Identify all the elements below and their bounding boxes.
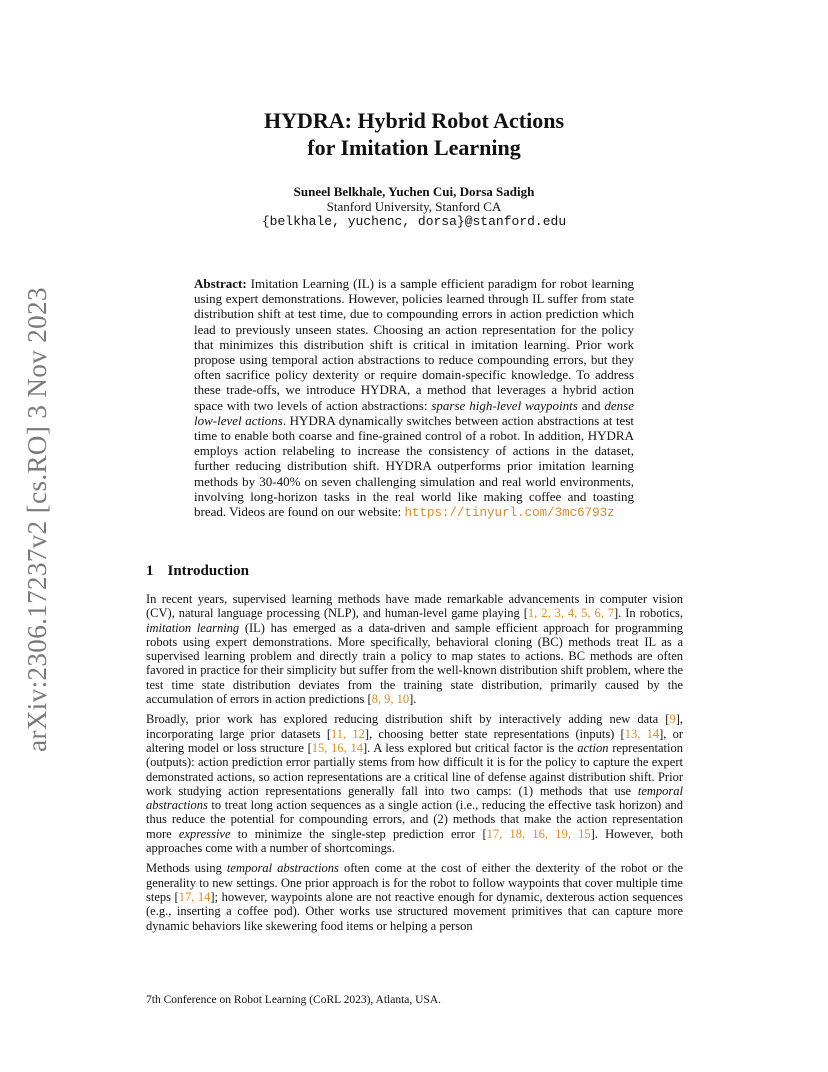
text-run: ]; however, waypoints alone are not reactive enough for dynamic, dexterous action sequences (e.g., inserting a coffee pod). Other works use structured movement primitives that can capture more dynamic behaviors like skewering food items or helping a person: [146, 889, 684, 933]
abstract-label: Abstract:: [194, 276, 247, 291]
text-run: ].: [409, 692, 417, 707]
text-run: ]. However, both approaches come with a number of shortcomings.: [146, 826, 683, 856]
text-run: ]. A less explored but critical factor is the: [362, 740, 578, 755]
text-run: (IL) has emerged as a data-driven and sample efficient approach for programming robots using expert demonstrations. More specifically, behavioral cloning (BC) methods treat IL as a supervised learning problem and directly train a policy to map states to actions. BC methods are often favored in practice for their simplicity but suffer from the well-known distribution shift problem, where the test time state distribution deviates from the training state distribution, primarily caused by the accumulation of errors in action predictions [: [146, 620, 683, 707]
text-run: In recent years, supervised learning methods have made remarkable advancements in computer vision (CV), natural language processing (NLP), and human-level game playing [: [146, 592, 683, 621]
abstract-text: and: [577, 397, 605, 413]
citation-link[interactable]: 1, 2, 3, 4, 5, 6, 7: [527, 606, 615, 621]
section-title: Introduction: [167, 563, 249, 579]
text-run: ], incorporating large prior datasets [: [146, 712, 683, 741]
text-run: ], or altering model or loss structure [: [146, 726, 684, 755]
emphasis: expressive: [178, 826, 231, 841]
citation-link[interactable]: 11, 12: [331, 726, 365, 741]
paragraph: [146, 712, 683, 855]
abstract-emphasis: dense low-level actions: [194, 397, 634, 428]
website-link[interactable]: https://tinyurl.com/3mc6793z: [404, 506, 615, 521]
citation-link[interactable]: 17, 18, 16, 19, 15: [486, 826, 591, 841]
title-line-1: HYDRA: Hybrid Robot Actions: [263, 108, 565, 133]
section-body: [146, 592, 683, 939]
author-names: Suneel Belkhale, Yuchen Cui, Dorsa Sadigh: [293, 184, 535, 199]
emphasis: imitation learning: [146, 620, 240, 635]
citation-link[interactable]: 15, 16, 14: [311, 740, 363, 755]
arxiv-side-stamp: [19, 283, 55, 755]
emphasis: temporal abstractions: [226, 861, 339, 876]
emphasis: action: [577, 740, 609, 755]
text-run: to minimize the single-step prediction error [: [230, 826, 487, 841]
section-heading: [146, 563, 249, 580]
text-run: ], choosing better state representations (inputs) [: [364, 726, 625, 741]
citation-link[interactable]: 13, 14: [624, 726, 660, 741]
citation-link[interactable]: 17, 14: [178, 889, 211, 904]
text-run: Methods using: [146, 861, 227, 876]
text-run: to treat long action sequences as a single action (i.e., reducing the effective task horizon) and thus reduce the potential for compounding errors, and (2) methods that make the action representation more: [146, 798, 683, 841]
author-emails: {belkhale, yuchenc, dorsa}@stanford.edu: [261, 214, 567, 229]
emphasis: temporal abstractions: [146, 783, 683, 813]
abstract-emphasis: sparse high-level waypoints: [431, 397, 578, 413]
abstract: [194, 276, 634, 521]
arxiv-identifier: arXiv:2306.17237v2 [cs.RO] 3 Nov 2023: [21, 286, 52, 752]
text-run: Broadly, prior work has explored reducing distribution shift by interactively adding new data [: [146, 712, 670, 727]
text-run: ]. In robotics,: [614, 606, 683, 621]
section-number: 1: [146, 563, 154, 579]
conference-footnote: 7th Conference on Robot Learning (CoRL 2023), Atlanta, USA.: [146, 994, 442, 1006]
author-affiliation: Stanford University, Stanford CA: [326, 199, 502, 214]
paragraph: [146, 861, 683, 932]
abstract-text: Imitation Learning (IL) is a sample efficient paradigm for robot learning using expert demonstrations. However, policies learned through IL suffer from state distribution shift at test time, due to compounding errors in action prediction which lead to previously unseen states. Choosing an action representation for the policy that minimizes this distribution shift is critical in imitation learning. Prior work propose using temporal action abstractions to reduce compounding errors, but they often sacrifice policy dexterity or require domain-specific knowledge. To address these trade-offs, we introduce HYDRA, a method that leverages a hybrid action space with two levels of action abstractions:: [194, 276, 634, 413]
text-run: often come at the cost of either the dexterity of the robot or the generality to new settings. One prior approach is for the robot to follow waypoints that cover multiple time steps [: [146, 861, 683, 904]
paragraph: [146, 592, 683, 706]
title-line-2: for Imitation Learning: [307, 135, 521, 160]
author-block: [0, 184, 828, 229]
citation-link[interactable]: 8, 9, 10: [371, 692, 410, 707]
abstract-text: . HYDRA dynamically switches between action abstractions at test time to enable both coarse and fine-grained control of a robot. In addition, HYDRA employs action relabeling to increase the consistency of actions in the dataset, further reducing distribution shift. HYDRA outperforms prior imitation learning methods by 30-40% on seven challenging simulation and real world environments, involving long-horizon tasks in the real world like making coffee and toasting bread. Videos are found on our website:: [194, 412, 635, 520]
citation-link[interactable]: 9: [669, 712, 676, 727]
text-run: representation (outputs): action prediction error partially stems from how difficult it is for the policy to capture the expert demonstrated actions, so action representations are a critical line of defense against distribution shift. Prior work studying action representations generally fall into two camps: (1) methods that use: [146, 740, 684, 798]
